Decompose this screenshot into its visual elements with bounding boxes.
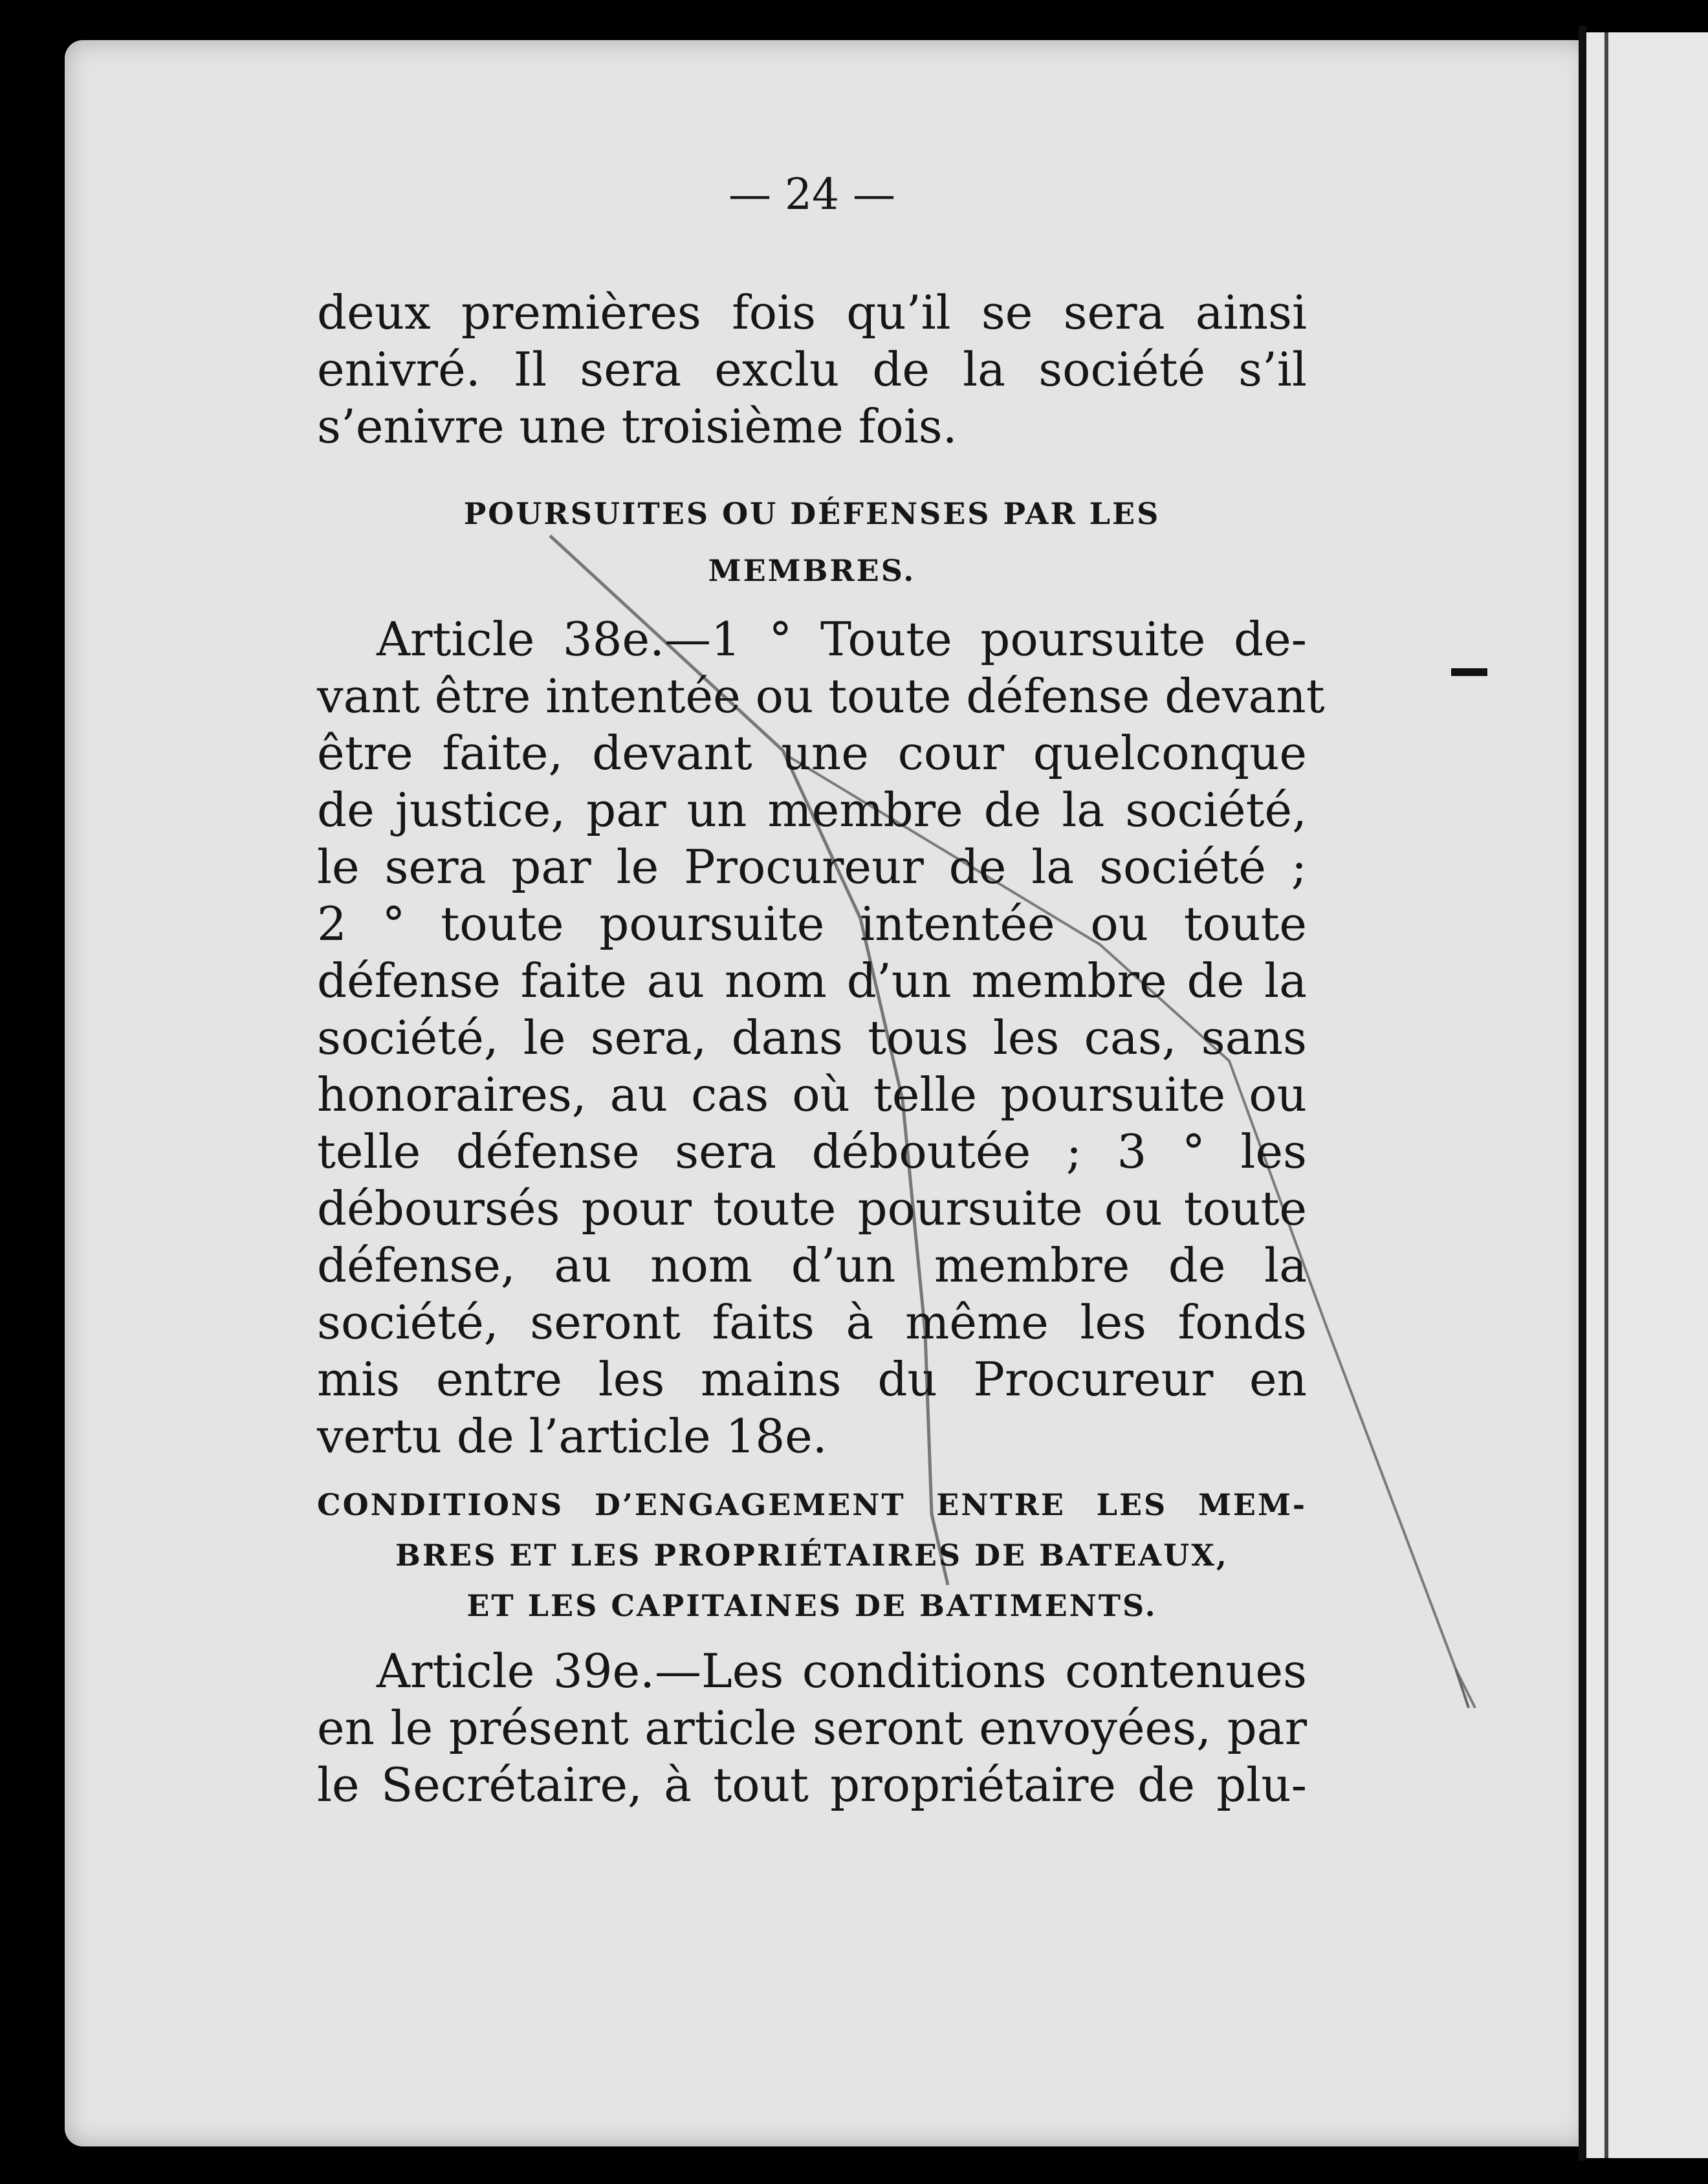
text-line: le Secrétaire, à tout propriétaire de plu-: [317, 1758, 1307, 1812]
text-line: 2 ° toute poursuite intentée ou toute: [317, 897, 1307, 951]
facing-page-edge: [1586, 32, 1708, 2158]
text-line: deux premières fois qu’il se sera ainsi: [317, 285, 1307, 340]
margin-mark: [1451, 668, 1487, 676]
section-heading-line: POURSUITES OU DÉFENSES PAR LES: [463, 496, 1161, 531]
text-line: s’enivre une troisième fois.: [317, 399, 958, 453]
section-heading-line: ET LES CAPITAINES DE BATIMENTS.: [466, 1588, 1157, 1623]
text-line: telle défense sera déboutée ; 3 ° les: [317, 1124, 1307, 1179]
facing-page-border: [1604, 32, 1608, 2158]
text-line: en le présent article seront envoyées, par: [317, 1701, 1307, 1755]
page-number: — 24 —: [728, 169, 895, 219]
section-heading-line: MEMBRES.: [708, 553, 916, 588]
text-line: mis entre les mains du Procureur en: [317, 1352, 1307, 1406]
text-line: Article 38e.—1 ° Toute poursuite de-: [377, 612, 1307, 666]
text-line: défense, au nom d’un membre de la: [317, 1238, 1307, 1293]
page-gutter: [1579, 26, 1586, 2161]
section-heading-line: BRES ET LES PROPRIÉTAIRES DE BATEAUX,: [395, 1538, 1229, 1573]
text-line: honoraires, au cas où telle poursuite ou: [317, 1067, 1307, 1122]
text-line: société, seront faits à même les fonds: [317, 1295, 1307, 1349]
text-line: enivré. Il sera exclu de la société s’il: [317, 342, 1307, 397]
text-line: vertu de l’article 18e.: [317, 1409, 827, 1463]
text-line: de justice, par un membre de la société,: [317, 783, 1307, 837]
text-line: déboursés pour toute poursuite ou toute: [317, 1181, 1307, 1236]
text-line: défense faite au nom d’un membre de la: [317, 954, 1307, 1008]
text-line: Article 39e.—Les conditions contenues: [377, 1644, 1307, 1698]
text-line: vant être intentée ou toute défense devant: [317, 669, 1325, 723]
text-line: le sera par le Procureur de la société ;: [317, 840, 1307, 894]
text-line: société, le sera, dans tous les cas, sans: [317, 1010, 1307, 1065]
section-heading-line: CONDITIONS D’ENGAGEMENT ENTRE LES MEM-: [317, 1487, 1307, 1522]
text-line: être faite, devant une cour quelconque: [317, 726, 1307, 780]
